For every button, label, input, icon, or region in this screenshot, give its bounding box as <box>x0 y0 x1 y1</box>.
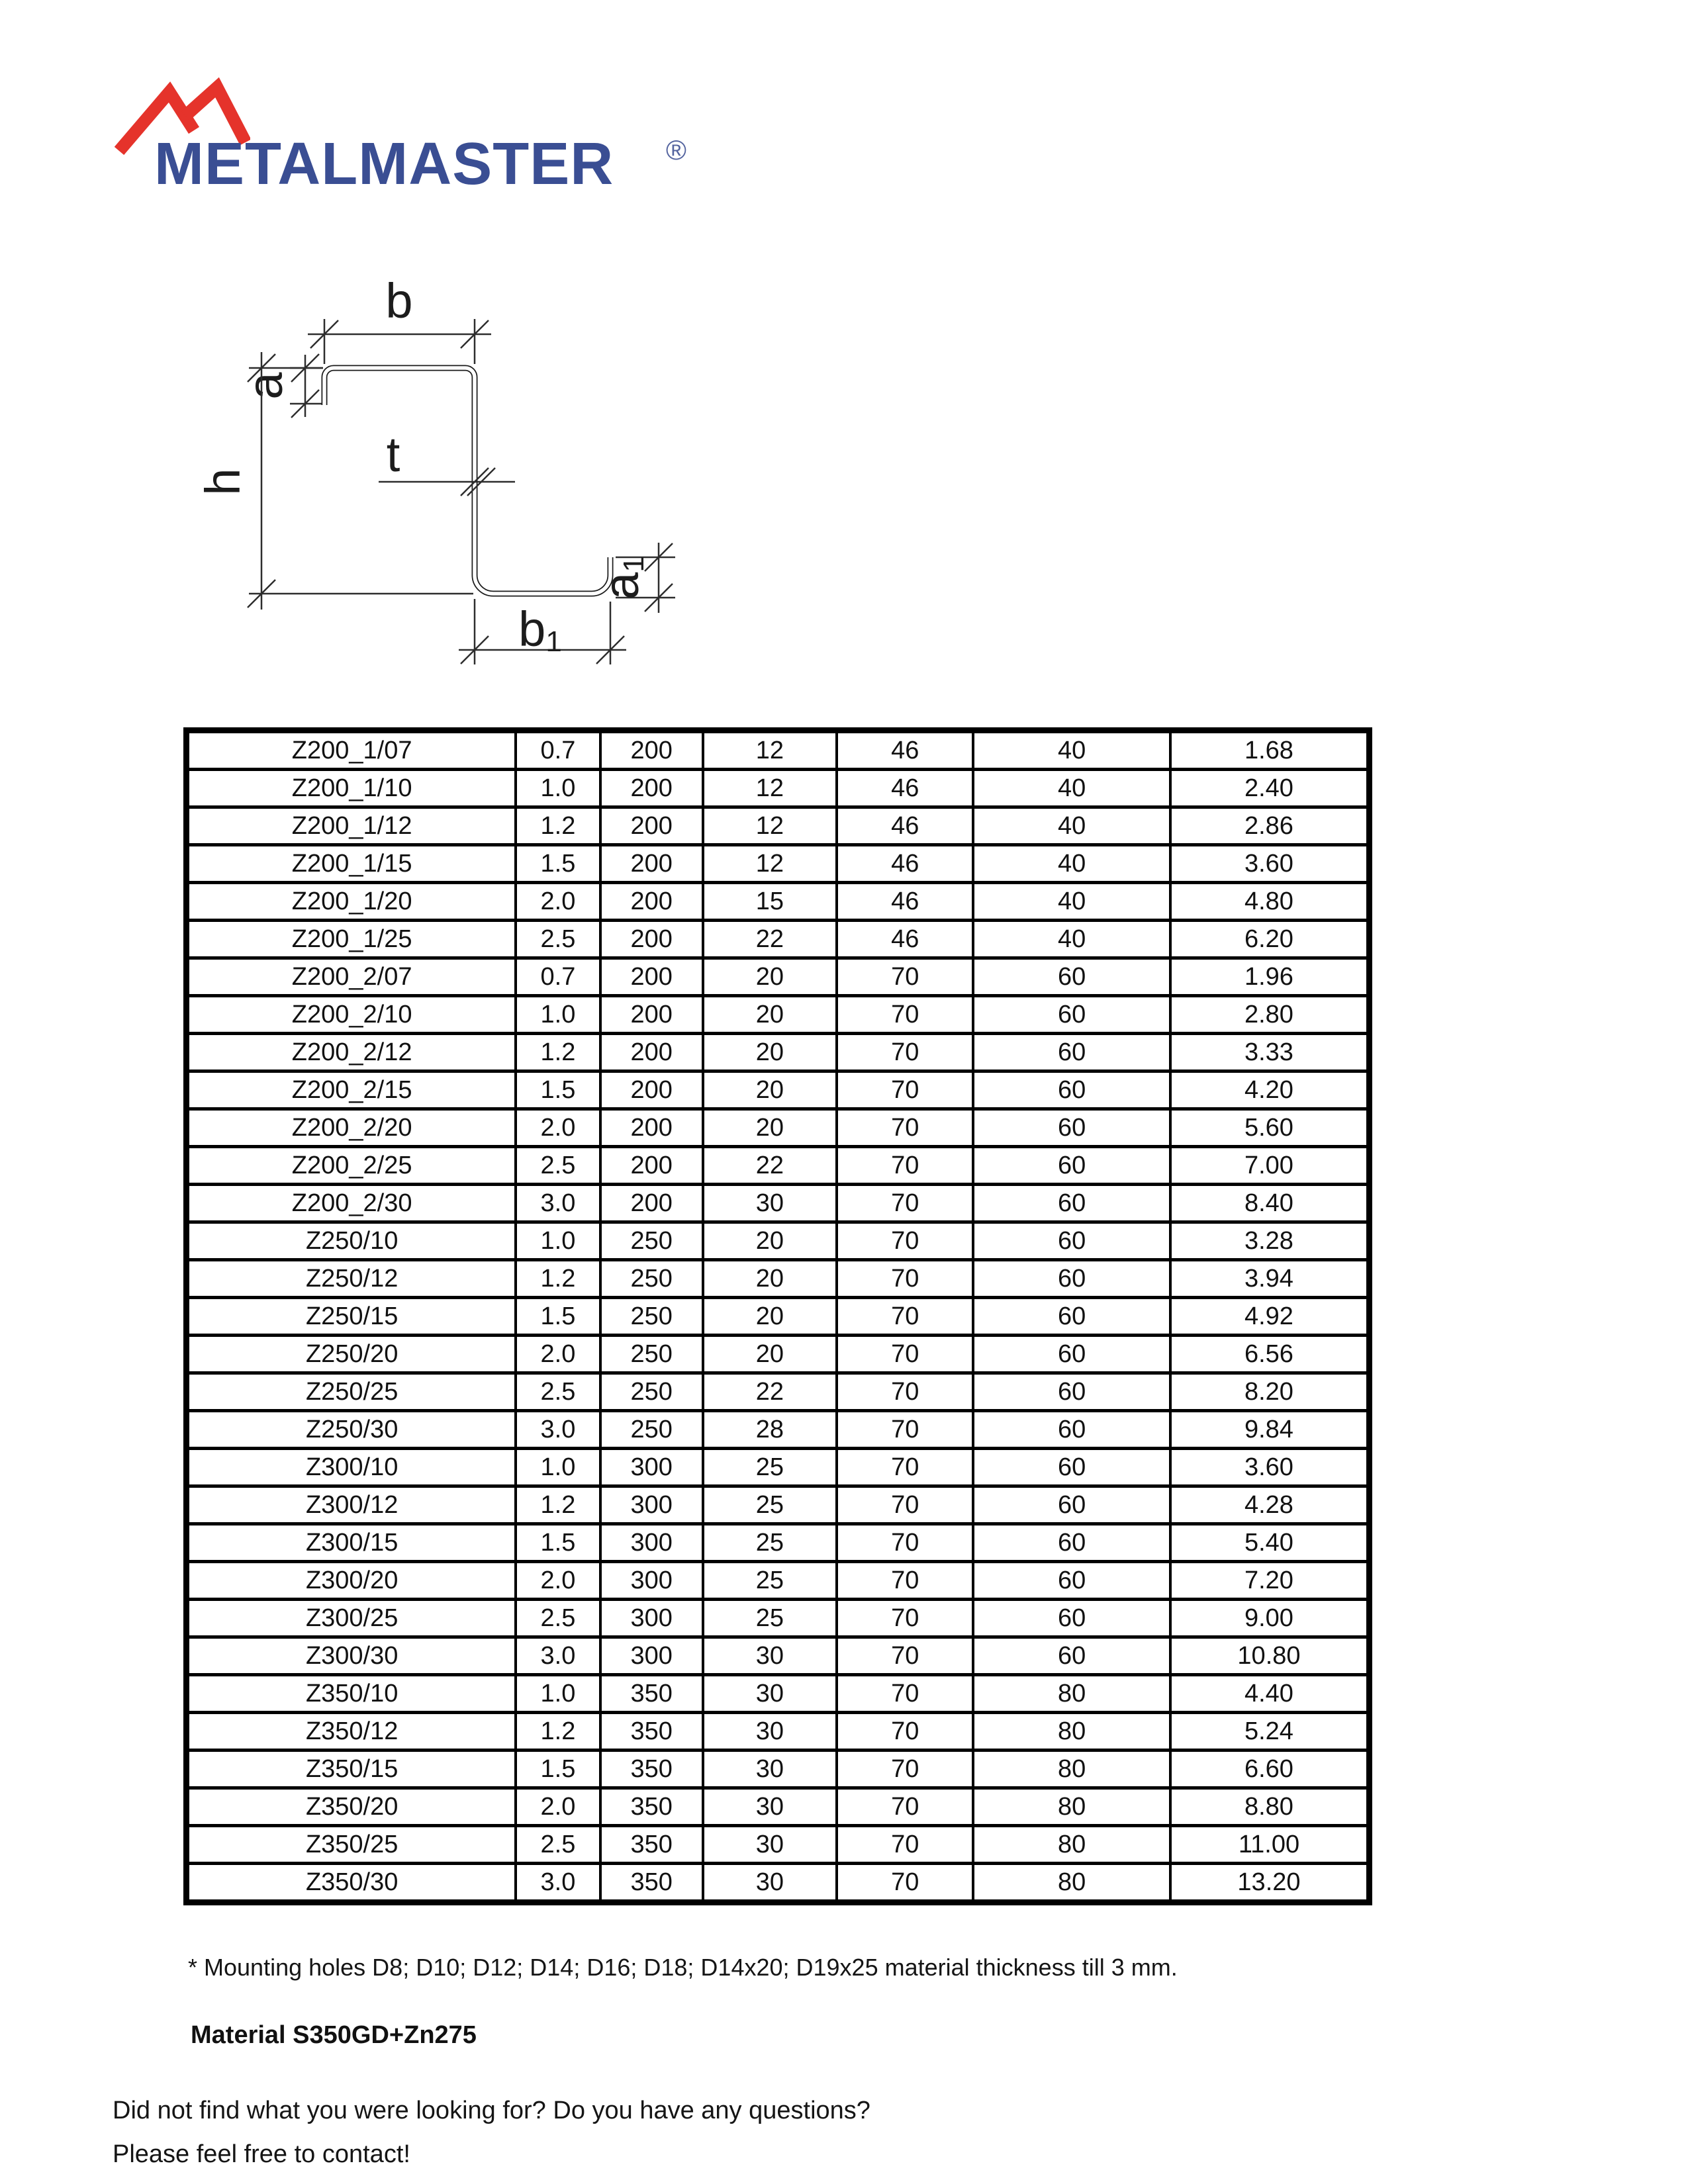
table-row <box>187 1524 1370 1562</box>
cell: 1.68 <box>1170 731 1370 770</box>
cell: 25 <box>703 1449 837 1486</box>
dimension-t <box>379 427 515 496</box>
cell: 30 <box>703 1637 837 1675</box>
cell: Z300/20 <box>187 1562 516 1600</box>
cell: 40 <box>973 731 1170 770</box>
cell: 6.56 <box>1170 1336 1370 1373</box>
table-row <box>187 1600 1370 1637</box>
cell: 30 <box>703 1713 837 1751</box>
footer-text <box>113 2089 870 2176</box>
cell: Z200_2/20 <box>187 1109 516 1147</box>
cell: 80 <box>973 1826 1170 1864</box>
cell: 9.84 <box>1170 1411 1370 1449</box>
cell: 60 <box>973 1562 1170 1600</box>
cell: 200 <box>600 921 703 958</box>
cell: 30 <box>703 1788 837 1826</box>
label-a1: a <box>594 572 649 600</box>
table-row <box>187 1411 1370 1449</box>
table-row <box>187 1826 1370 1864</box>
cell: 2.40 <box>1170 770 1370 807</box>
cell: 70 <box>837 1486 973 1524</box>
cell: 30 <box>703 1826 837 1864</box>
cell: 40 <box>973 770 1170 807</box>
cell: 30 <box>703 1675 837 1713</box>
cell: Z200_1/20 <box>187 883 516 921</box>
cell: 20 <box>703 1109 837 1147</box>
cell: 1.0 <box>516 1449 600 1486</box>
cell: 300 <box>600 1524 703 1562</box>
cell: Z200_1/12 <box>187 807 516 845</box>
cell: 1.5 <box>516 845 600 883</box>
table-row <box>187 1185 1370 1222</box>
dimension-b <box>308 273 491 364</box>
table-row <box>187 731 1370 770</box>
cell: 200 <box>600 731 703 770</box>
cell: 60 <box>973 1185 1170 1222</box>
cell: 6.60 <box>1170 1751 1370 1788</box>
label-a1-sub: 1 <box>618 556 650 572</box>
cell: 80 <box>973 1713 1170 1751</box>
cell: 40 <box>973 921 1170 958</box>
cell: 1.2 <box>516 1034 600 1071</box>
cell: 4.28 <box>1170 1486 1370 1524</box>
table-row <box>187 1449 1370 1486</box>
cell: Z300/10 <box>187 1449 516 1486</box>
cell: 1.0 <box>516 996 600 1034</box>
table-row <box>187 1751 1370 1788</box>
table-row <box>187 1147 1370 1185</box>
cell: 40 <box>973 845 1170 883</box>
cell: 2.5 <box>516 1373 600 1411</box>
cell: 20 <box>703 1336 837 1373</box>
dimension-a1 <box>594 543 675 613</box>
cell: 3.28 <box>1170 1222 1370 1260</box>
cell: 3.60 <box>1170 845 1370 883</box>
cell: 70 <box>837 1222 973 1260</box>
svg-text:a1 <box>594 556 650 600</box>
cell: 1.2 <box>516 807 600 845</box>
table-row <box>187 1298 1370 1336</box>
table-row <box>187 958 1370 996</box>
cell: 60 <box>973 996 1170 1034</box>
cell: 30 <box>703 1185 837 1222</box>
table-row <box>187 1788 1370 1826</box>
cell: 0.7 <box>516 958 600 996</box>
cell: Z250/10 <box>187 1222 516 1260</box>
footer-contact: Please feel free to contact! <box>113 2140 410 2168</box>
cell: 28 <box>703 1411 837 1449</box>
cell: 12 <box>703 845 837 883</box>
cell: 30 <box>703 1864 837 1903</box>
cell: 4.92 <box>1170 1298 1370 1336</box>
cell: 200 <box>600 845 703 883</box>
cell: 7.00 <box>1170 1147 1370 1185</box>
cell: 2.86 <box>1170 807 1370 845</box>
cell: 40 <box>973 883 1170 921</box>
cell: 70 <box>837 1449 973 1486</box>
cell: 350 <box>600 1826 703 1864</box>
cell: 60 <box>973 1449 1170 1486</box>
cell: 20 <box>703 1260 837 1298</box>
cell: 30 <box>703 1751 837 1788</box>
label-t: t <box>386 427 400 482</box>
z-profile-outline <box>324 368 610 594</box>
cell: 2.0 <box>516 1788 600 1826</box>
cell: 46 <box>837 845 973 883</box>
cell: 60 <box>973 1411 1170 1449</box>
cell: 200 <box>600 958 703 996</box>
cell: 350 <box>600 1864 703 1903</box>
table-row <box>187 1260 1370 1298</box>
cell: 15 <box>703 883 837 921</box>
label-b: b <box>385 273 413 328</box>
cell: 70 <box>837 1788 973 1826</box>
cell: Z250/25 <box>187 1373 516 1411</box>
cell: Z300/30 <box>187 1637 516 1675</box>
cell: 3.0 <box>516 1864 600 1903</box>
cell: 0.7 <box>516 731 600 770</box>
cell: Z200_2/07 <box>187 958 516 996</box>
footer-question: Did not find what you were looking for? Do you have any questions? <box>113 2097 870 2124</box>
cell: 350 <box>600 1713 703 1751</box>
cell: Z200_2/10 <box>187 996 516 1034</box>
cell: 60 <box>973 1034 1170 1071</box>
cell: 8.40 <box>1170 1185 1370 1222</box>
cell: 9.00 <box>1170 1600 1370 1637</box>
cell: 250 <box>600 1336 703 1373</box>
cell: Z350/20 <box>187 1788 516 1826</box>
cell: 70 <box>837 1411 973 1449</box>
cell: Z200_2/25 <box>187 1147 516 1185</box>
cell: 2.5 <box>516 1600 600 1637</box>
cell: Z200_1/10 <box>187 770 516 807</box>
cell: Z200_1/15 <box>187 845 516 883</box>
cell: Z250/12 <box>187 1260 516 1298</box>
cell: 300 <box>600 1486 703 1524</box>
table-row <box>187 1109 1370 1147</box>
table-row <box>187 1222 1370 1260</box>
cell: 7.20 <box>1170 1562 1370 1600</box>
cell: 80 <box>973 1751 1170 1788</box>
cell: Z250/20 <box>187 1336 516 1373</box>
cell: 70 <box>837 1675 973 1713</box>
cell: 200 <box>600 883 703 921</box>
cell: 200 <box>600 1034 703 1071</box>
cell: 60 <box>973 958 1170 996</box>
cell: 60 <box>973 1298 1170 1336</box>
cell: 70 <box>837 1562 973 1600</box>
cell: 60 <box>973 1109 1170 1147</box>
cell: 46 <box>837 921 973 958</box>
cell: 60 <box>973 1260 1170 1298</box>
cell: 70 <box>837 1713 973 1751</box>
cell: 70 <box>837 1524 973 1562</box>
label-b1: b <box>518 602 546 657</box>
cell: 46 <box>837 883 973 921</box>
cell: 60 <box>973 1637 1170 1675</box>
cell: 70 <box>837 1034 973 1071</box>
cell: Z200_2/12 <box>187 1034 516 1071</box>
cell: 300 <box>600 1637 703 1675</box>
table-row <box>187 1713 1370 1751</box>
table-row <box>187 996 1370 1034</box>
cell: 70 <box>837 1751 973 1788</box>
cell: 2.0 <box>516 1336 600 1373</box>
cell: 1.0 <box>516 1222 600 1260</box>
cell: 22 <box>703 1373 837 1411</box>
cell: 12 <box>703 770 837 807</box>
cell: 2.0 <box>516 883 600 921</box>
table-row <box>187 1336 1370 1373</box>
dimension-a <box>238 354 323 418</box>
cell: 4.20 <box>1170 1071 1370 1109</box>
cell: 200 <box>600 1071 703 1109</box>
cell: 250 <box>600 1411 703 1449</box>
cell: 80 <box>973 1864 1170 1903</box>
label-b1-sub: 1 <box>545 625 562 658</box>
cell: 70 <box>837 958 973 996</box>
cell: 3.0 <box>516 1411 600 1449</box>
table-body <box>187 731 1370 1903</box>
cell: Z350/30 <box>187 1864 516 1903</box>
svg-text:b1 <box>518 602 562 658</box>
cell: 70 <box>837 1109 973 1147</box>
table-row <box>187 1864 1370 1903</box>
cell: 20 <box>703 1034 837 1071</box>
cell: 2.5 <box>516 1826 600 1864</box>
cell: 3.33 <box>1170 1034 1370 1071</box>
cell: 70 <box>837 1637 973 1675</box>
cell: 20 <box>703 1298 837 1336</box>
table-row <box>187 1675 1370 1713</box>
cell: 60 <box>973 1336 1170 1373</box>
cell: 2.0 <box>516 1109 600 1147</box>
cell: 20 <box>703 1222 837 1260</box>
cell: 10.80 <box>1170 1637 1370 1675</box>
cell: 70 <box>837 1071 973 1109</box>
cell: 3.94 <box>1170 1260 1370 1298</box>
cell: 20 <box>703 958 837 996</box>
cell: 46 <box>837 731 973 770</box>
cell: 80 <box>973 1675 1170 1713</box>
cell: 1.2 <box>516 1260 600 1298</box>
cell: Z300/12 <box>187 1486 516 1524</box>
cell: 70 <box>837 996 973 1034</box>
cell: Z250/15 <box>187 1298 516 1336</box>
table-row <box>187 1637 1370 1675</box>
table-row <box>187 770 1370 807</box>
table-row <box>187 883 1370 921</box>
cell: Z200_2/15 <box>187 1071 516 1109</box>
cell: 20 <box>703 1071 837 1109</box>
cell: 350 <box>600 1675 703 1713</box>
cell: Z200_1/07 <box>187 731 516 770</box>
cell: 40 <box>973 807 1170 845</box>
table-row <box>187 921 1370 958</box>
dimension-h <box>195 352 473 610</box>
cell: 200 <box>600 1147 703 1185</box>
material-note: Material S350GD+Zn275 <box>191 2021 477 2049</box>
cell: 60 <box>973 1147 1170 1185</box>
cell: 22 <box>703 921 837 958</box>
cell: 60 <box>973 1486 1170 1524</box>
cell: 11.00 <box>1170 1826 1370 1864</box>
brand-wordmark: METALMASTER <box>154 131 614 197</box>
cell: 300 <box>600 1562 703 1600</box>
cell: 300 <box>600 1600 703 1637</box>
cell: 12 <box>703 807 837 845</box>
cell: 3.0 <box>516 1185 600 1222</box>
cell: 25 <box>703 1486 837 1524</box>
cell: 200 <box>600 1109 703 1147</box>
cell: 70 <box>837 1373 973 1411</box>
cell: 70 <box>837 1147 973 1185</box>
cell: 70 <box>837 1864 973 1903</box>
cell: 1.0 <box>516 1675 600 1713</box>
cell: 6.20 <box>1170 921 1370 958</box>
cell: 5.40 <box>1170 1524 1370 1562</box>
table-row <box>187 1562 1370 1600</box>
cell: 350 <box>600 1788 703 1826</box>
cell: 60 <box>973 1600 1170 1637</box>
cell: 20 <box>703 996 837 1034</box>
cell: Z350/12 <box>187 1713 516 1751</box>
cell: 2.5 <box>516 921 600 958</box>
cell: Z300/25 <box>187 1600 516 1637</box>
z-profile-spec-table <box>183 727 1372 1905</box>
cell: 60 <box>973 1524 1170 1562</box>
registered-trademark-icon: ® <box>666 134 686 165</box>
cell: 5.24 <box>1170 1713 1370 1751</box>
cell: Z350/10 <box>187 1675 516 1713</box>
cell: 70 <box>837 1260 973 1298</box>
cell: 1.5 <box>516 1071 600 1109</box>
cell: 1.5 <box>516 1751 600 1788</box>
cell: 2.0 <box>516 1562 600 1600</box>
cell: 200 <box>600 770 703 807</box>
cell: 70 <box>837 1826 973 1864</box>
z-profile-diagram <box>165 258 715 695</box>
cell: 300 <box>600 1449 703 1486</box>
cell: 200 <box>600 807 703 845</box>
table-row <box>187 1373 1370 1411</box>
cell: 250 <box>600 1298 703 1336</box>
cell: 1.5 <box>516 1298 600 1336</box>
table-row <box>187 845 1370 883</box>
cell: 3.0 <box>516 1637 600 1675</box>
cell: 60 <box>973 1373 1170 1411</box>
label-h: h <box>195 468 250 496</box>
cell: 350 <box>600 1751 703 1788</box>
cell: 25 <box>703 1600 837 1637</box>
cell: Z350/15 <box>187 1751 516 1788</box>
cell: 12 <box>703 731 837 770</box>
cell: Z250/30 <box>187 1411 516 1449</box>
cell: 250 <box>600 1260 703 1298</box>
cell: 8.80 <box>1170 1788 1370 1826</box>
cell: Z300/15 <box>187 1524 516 1562</box>
cell: 200 <box>600 1185 703 1222</box>
cell: 1.96 <box>1170 958 1370 996</box>
cell: 13.20 <box>1170 1864 1370 1903</box>
cell: 80 <box>973 1788 1170 1826</box>
cell: 1.2 <box>516 1486 600 1524</box>
cell: 3.60 <box>1170 1449 1370 1486</box>
cell: 4.80 <box>1170 883 1370 921</box>
cell: 25 <box>703 1524 837 1562</box>
cell: Z350/25 <box>187 1826 516 1864</box>
cell: 250 <box>600 1222 703 1260</box>
table-row <box>187 1071 1370 1109</box>
cell: 46 <box>837 770 973 807</box>
cell: 1.0 <box>516 770 600 807</box>
cell: 2.80 <box>1170 996 1370 1034</box>
cell: 70 <box>837 1600 973 1637</box>
cell: 5.60 <box>1170 1109 1370 1147</box>
cell: 60 <box>973 1222 1170 1260</box>
cell: 22 <box>703 1147 837 1185</box>
cell: 8.20 <box>1170 1373 1370 1411</box>
cell: 200 <box>600 996 703 1034</box>
cell: 70 <box>837 1336 973 1373</box>
cell: 46 <box>837 807 973 845</box>
table-row <box>187 807 1370 845</box>
cell: 1.5 <box>516 1524 600 1562</box>
table-row <box>187 1486 1370 1524</box>
cell: 70 <box>837 1298 973 1336</box>
cell: 60 <box>973 1071 1170 1109</box>
cell: 70 <box>837 1185 973 1222</box>
dimension-b1 <box>459 599 626 664</box>
cell: 1.2 <box>516 1713 600 1751</box>
cell: 250 <box>600 1373 703 1411</box>
cell: Z200_1/25 <box>187 921 516 958</box>
cell: Z200_2/30 <box>187 1185 516 1222</box>
mounting-holes-note: * Mounting holes D8; D10; D12; D14; D16; D18; D14x20; D19x25 material thickness till 3 mm. <box>188 1954 1178 1981</box>
table-row <box>187 1034 1370 1071</box>
cell: 2.5 <box>516 1147 600 1185</box>
label-a: a <box>238 372 293 400</box>
cell: 25 <box>703 1562 837 1600</box>
cell: 4.40 <box>1170 1675 1370 1713</box>
